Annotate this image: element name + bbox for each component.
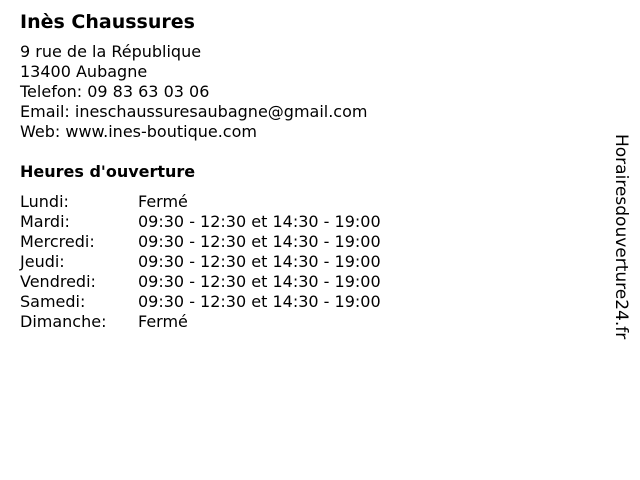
hours-row-lundi <box>20 192 600 212</box>
day-label: Samedi: <box>20 292 86 311</box>
time-value: 09:30 - 12:30 et 14:30 - 19:00 <box>138 252 381 271</box>
hours-row-jeudi <box>20 252 600 272</box>
time-value: 09:30 - 12:30 et 14:30 - 19:00 <box>138 212 381 231</box>
day-label: Dimanche: <box>20 312 107 331</box>
hours-table <box>20 192 600 332</box>
time-value: 09:30 - 12:30 et 14:30 - 19:00 <box>138 232 381 251</box>
hours-row-vendredi <box>20 272 600 292</box>
site-watermark: Horairesdouverture24.fr <box>611 134 631 340</box>
time-value: 09:30 - 12:30 et 14:30 - 19:00 <box>138 292 381 311</box>
hours-heading: Heures d'ouverture <box>20 162 196 181</box>
time-value: 09:30 - 12:30 et 14:30 - 19:00 <box>138 272 381 291</box>
day-label: Jeudi: <box>20 252 65 271</box>
hours-row-mardi <box>20 212 600 232</box>
web-line: Web: www.ines-boutique.com <box>20 122 257 141</box>
business-name: Inès Chaussures <box>20 11 195 33</box>
address-street: 9 rue de la République <box>20 42 202 61</box>
hours-row-samedi <box>20 292 600 312</box>
day-label: Lundi: <box>20 192 69 211</box>
time-value: Fermé <box>138 192 188 211</box>
hours-row-dimanche <box>20 312 600 332</box>
time-value: Fermé <box>138 312 188 331</box>
email-line: Email: ineschaussuresaubagne@gmail.com <box>20 102 368 121</box>
hours-row-mercredi <box>20 232 600 252</box>
phone-line: Telefon: 09 83 63 03 06 <box>20 82 210 101</box>
day-label: Mercredi: <box>20 232 95 251</box>
business-card <box>20 10 600 332</box>
day-label: Mardi: <box>20 212 70 231</box>
address-city: 13400 Aubagne <box>20 62 148 81</box>
day-label: Vendredi: <box>20 272 96 291</box>
